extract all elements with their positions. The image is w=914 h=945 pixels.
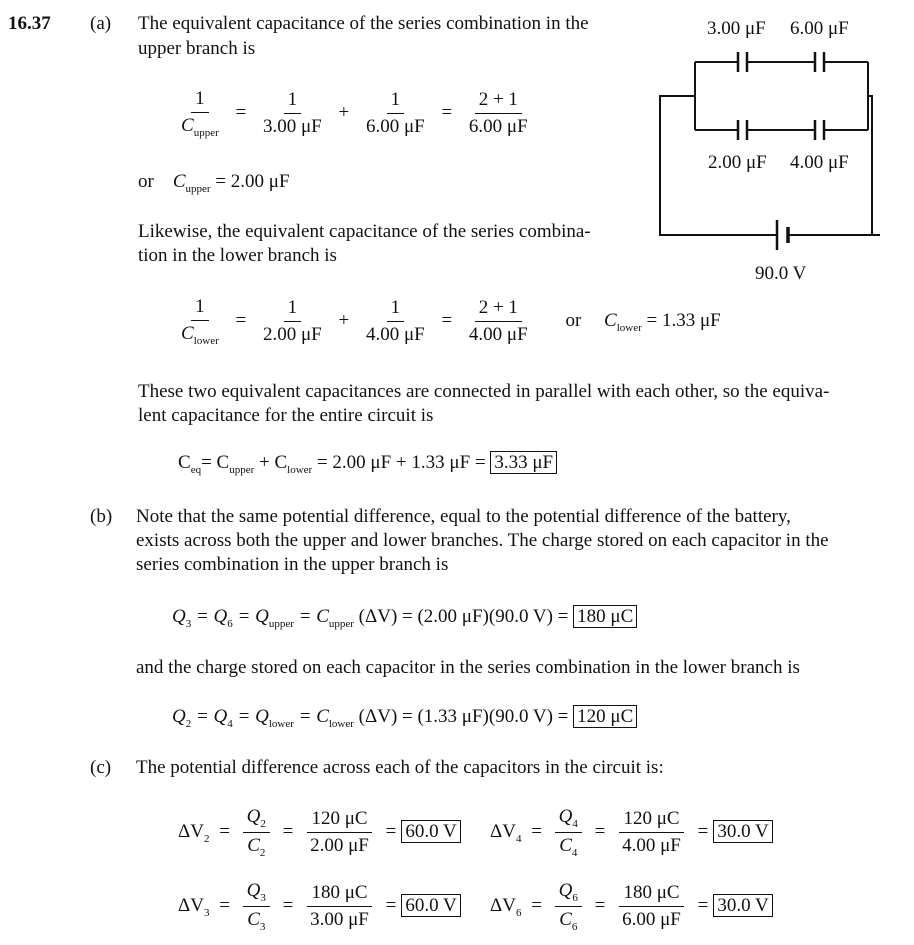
answer-delta-v6: 30.0 V [713,894,772,917]
battery-symbol [777,220,788,250]
part-b-label: (b) [90,506,113,527]
wire-left [660,62,777,235]
likewise-line2: tion in the lower branch is [138,245,337,266]
label-cap-4uf: 4.00 μF [790,152,849,173]
label-battery: 90.0 V [755,263,807,284]
parallel-line1: These two equivalent capacitances are connected in parallel with each other, so the equiva- [138,381,830,402]
likewise-line1: Likewise, the equivalent capacitance of the series combina- [138,221,591,242]
capacitor-4uf-symbol [815,120,824,140]
equation-delta-v4: $\Delta V_4$ = $\frac{Q_4}{C_4}$ = $\frac{120 \mu C}{4.00 \mu F}$ = 30.0 V [490,806,773,859]
capacitor-6uf-symbol [815,52,824,72]
label-cap-6uf: 6.00 μF [790,18,849,39]
capacitor-2uf-symbol [738,120,747,140]
equation-delta-v3: $\Delta V_3$ = $\frac{Q_3}{C_3}$ = $\frac{180 \mu C}{3.00 \mu F}$ = 60.0 V [178,880,461,933]
answer-q-lower: 120 μC [573,705,637,728]
part-b-line2: exists across both the upper and lower branches. The charge stored on each capacitor in the [136,530,829,551]
part-a-label: (a) [90,13,112,34]
part-a-intro-line1: The equivalent capacitance of the series combination in the [138,13,589,34]
problem-number: 16.37 [8,13,51,34]
part-b-line3: series combination in the upper branch is [136,554,449,575]
equation-q-upper: $Q_3 = Q_6 = Q_{upper} = C_{upper}$ (ΔV) = (2.00 μF)(90.0 V) = 180 μC [172,606,637,630]
answer-delta-v4: 30.0 V [713,820,772,843]
label-cap-2uf: 2.00 μF [708,152,767,173]
equation-delta-v6: $\Delta V_6$ = $\frac{Q_6}{C_6}$ = $\frac{180 \mu C}{6.00 \mu F}$ = 30.0 V [490,880,773,933]
equation-delta-v2: $\Delta V_2$ = $\frac{Q_2}{C_2}$ = $\frac{120 \mu C}{2.00 \mu F}$ = 60.0 V [178,806,461,859]
equation-c-lower: $\frac{1}{C_{lower}}$ = $\frac{1}{2.00 \mu F}$ + $\frac{1}{4.00 \mu F}$ = $\frac{2 + 1}{4.00 \mu F}$ or $C_{lower} = 1.33$ μF [181,296,721,347]
answer-c-eq: 3.33 μF [490,451,557,474]
part-a-intro-line2: upper branch is [138,38,256,59]
capacitor-3uf-symbol [738,52,747,72]
answer-delta-v2: 60.0 V [401,820,460,843]
part-c-intro: The potential difference across each of the capacitors in the circuit is: [136,757,664,778]
part-c-label: (c) [90,757,112,778]
wire-right [868,62,872,235]
equation-c-eq: $C_{eq} = C_{upper} + C_{lower} = 2.00$ μF + 1.33 μF = 3.33 μF [178,452,557,476]
equation-c-upper: $\frac{1}{C_{upper}}$ = $\frac{1}{3.00 \mu F}$ + $\frac{1}{6.00 \mu F}$ = $\frac{2 + 1}{6.00 \mu F}$ [181,88,528,139]
part-b-line1: Note that the same potential difference, equal to the potential difference of the battery, [136,506,791,527]
part-b-lower-text: and the charge stored on each capacitor in the series combination in the lower branch is [136,657,800,678]
result-c-upper: or $C_{upper} = 2.00$ μF [138,171,290,195]
parallel-line2: lent capacitance for the entire circuit is [138,405,434,426]
answer-delta-v3: 60.0 V [401,894,460,917]
answer-q-upper: 180 μC [573,605,637,628]
label-cap-3uf: 3.00 μF [707,18,766,39]
equation-q-lower: $Q_2 = Q_4 = Q_{lower} = C_{lower}$ (ΔV) = (1.33 μF)(90.0 V) = 120 μC [172,706,637,730]
